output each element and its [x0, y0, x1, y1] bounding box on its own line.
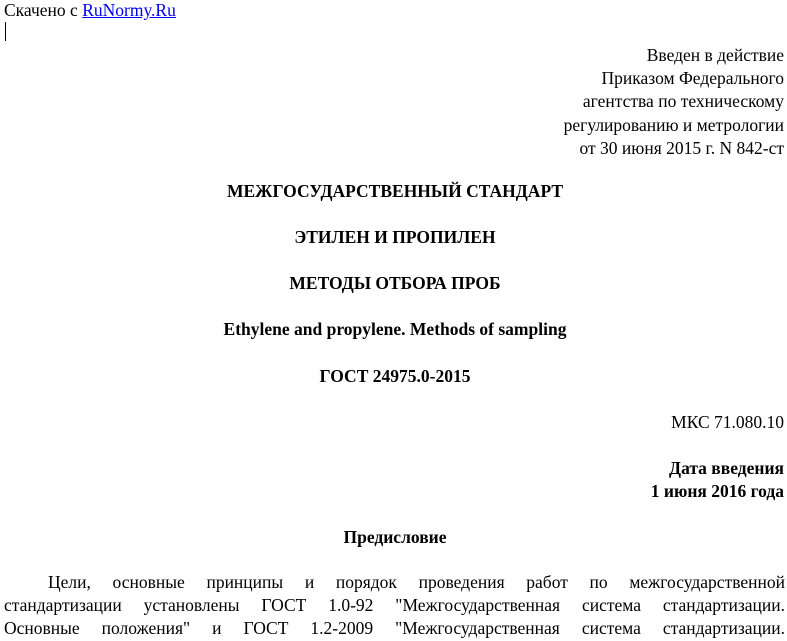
- source-note-prefix: Скачено с: [4, 0, 83, 20]
- gost-number: ГОСТ 24975.0-2015: [319, 366, 471, 386]
- enactment-line: регулированию и метрологии: [563, 114, 784, 135]
- preface-line: стандартизации установлены ГОСТ 1.0-92 "Межгосударственная система стандартизации.: [4, 595, 785, 616]
- source-note: [4, 0, 176, 20]
- text-cursor: [5, 22, 6, 41]
- preface-line: Основные положения" и ГОСТ 1.2-2009 "Межгосударственная система стандартизации.: [4, 618, 785, 639]
- enactment-line: Приказом Федерального: [601, 68, 784, 89]
- intro-date-value: 1 июня 2016 года: [650, 481, 784, 501]
- source-link[interactable]: RuNormy.Ru: [82, 0, 176, 20]
- document-subtitle: МЕТОДЫ ОТБОРА ПРОБ: [289, 273, 501, 293]
- mks-code: МКС 71.080.10: [671, 412, 784, 432]
- english-title: Ethylene and propylene. Methods of sampling: [223, 319, 567, 339]
- preface-heading: Предисловие: [343, 527, 447, 547]
- enactment-line: Введен в действие: [646, 45, 784, 65]
- enactment-block: [384, 44, 784, 160]
- standard-type-heading: МЕЖГОСУДАРСТВЕННЫЙ СТАНДАРТ: [226, 181, 564, 201]
- enactment-line: агентства по техническому: [582, 91, 784, 112]
- preface-line: Цели, основные принципы и порядок проведения работ по межгосударственной: [48, 572, 785, 592]
- enactment-line: от 30 июня 2015 г. N 842-ст: [579, 137, 784, 158]
- preface-paragraph: [4, 571, 785, 641]
- document-title: ЭТИЛЕН И ПРОПИЛЕН: [294, 227, 496, 247]
- intro-date-label: Дата введения: [669, 458, 784, 478]
